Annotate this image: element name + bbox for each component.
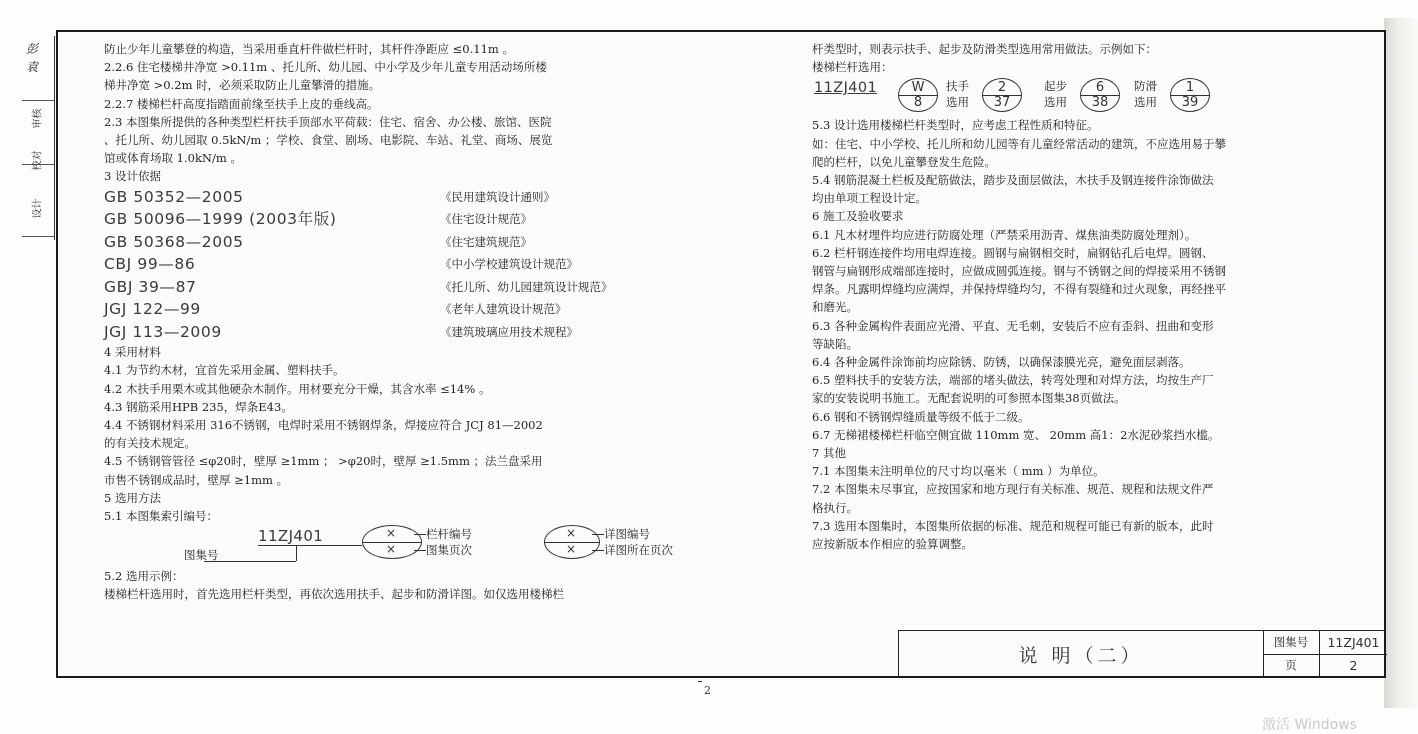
scan-page-edge bbox=[1384, 18, 1418, 708]
text-line: 梯井净宽 >0.2m 时，必须采取防止儿童攀滑的措施。 bbox=[104, 78, 381, 93]
standard-code: GBJ 39—87 bbox=[104, 277, 197, 296]
text-line: 爬的栏杆，以免儿童攀登发生危险。 bbox=[812, 154, 996, 169]
text-line: 7.3 选用本图集时，本图集所依据的标准、规范和规程可能已有新的版本，此时 bbox=[812, 518, 1214, 533]
text-line: 应按新版本作相应的验算调整。 bbox=[812, 537, 973, 552]
page-row bbox=[1263, 654, 1387, 677]
section-heading: 5 选用方法 bbox=[104, 490, 161, 505]
text-line: 的有关技术规定。 bbox=[104, 436, 196, 451]
gutter-divider bbox=[22, 100, 54, 101]
page-label: 页 bbox=[1263, 654, 1320, 677]
gutter-signature: 彭 bbox=[26, 42, 39, 56]
text-line: 馆或体育场取 1.0kN/m 。 bbox=[104, 151, 242, 166]
gutter-label-review: 审核 bbox=[32, 108, 44, 129]
text-line: 杆类型时，则表示扶手、起步及防滑类型选用常用做法。示例如下： bbox=[812, 42, 1157, 56]
circle-top: 2 bbox=[997, 80, 1007, 96]
standard-code: GB 50096—1999 (2003年版) bbox=[104, 210, 337, 229]
text-line: 5.1 本图集索引编号： bbox=[104, 508, 218, 523]
text-line: 4.3 钢筋采用HPB 235，焊条E43。 bbox=[104, 399, 293, 414]
standard-code: GB 50368—2005 bbox=[104, 232, 244, 251]
standard-row bbox=[104, 186, 724, 209]
title-block bbox=[898, 630, 1386, 678]
gutter-label-check: 校对 bbox=[32, 150, 44, 171]
standard-row bbox=[104, 208, 724, 231]
gutter-signature: 袁 bbox=[26, 60, 39, 74]
text-line: 家的安装说明书施工。无配套说明的可参照本图集38页做法。 bbox=[812, 391, 1126, 406]
circle-bottom: 8 bbox=[913, 95, 923, 111]
standard-code: JGJ 113—2009 bbox=[104, 322, 222, 341]
standard-row bbox=[104, 231, 724, 254]
start-circle bbox=[1080, 78, 1120, 112]
circle-top: W bbox=[911, 80, 925, 96]
text-line: 6.5 塑料扶手的安装方法，端部的堵头做法，转弯处理和对焊方法，均按生产厂 bbox=[812, 373, 1214, 388]
gutter-divider bbox=[22, 236, 54, 237]
leader-line bbox=[592, 534, 604, 535]
label-detail-page: 详图所在页次 bbox=[604, 543, 673, 558]
page-value: 2 bbox=[1349, 658, 1358, 673]
text-line: 市售不锈钢成品时，壁厚 ≥1mm 。 bbox=[104, 472, 289, 487]
circle-bottom: 38 bbox=[1091, 95, 1109, 111]
leader-line bbox=[414, 550, 426, 551]
text-line: 6.4 各种金属件涂饰前均应除锈、防锈，以确保漆膜光亮，避免面层剥落。 bbox=[812, 355, 1191, 370]
text-line: 楼梯栏杆选用： bbox=[812, 60, 893, 75]
text-line: 5.3 设计选用楼梯栏杆类型时，应考虑工程性质和特征。 bbox=[812, 118, 1099, 133]
label-antislip: 防滑 bbox=[1134, 79, 1157, 94]
text-line: 4.1 为节约木材，宜首先采用金属、塑料扶手。 bbox=[104, 363, 345, 378]
right-column bbox=[812, 40, 1372, 553]
page-number: 2 bbox=[704, 684, 711, 697]
cross-mark: × bbox=[566, 542, 577, 557]
text-line: 2.2.7 楼梯栏杆高度指踏面前缘至扶手上皮的垂线高。 bbox=[104, 96, 379, 111]
atlas-value: 11ZJ401 bbox=[1327, 635, 1380, 650]
text-line: 如：住宅、中小学校、托儿所和幼儿园等有儿童经常活动的建筑，不应选用易于攀 bbox=[812, 136, 1226, 151]
label-detail-no: 详图编号 bbox=[604, 527, 650, 542]
label-select: 选用 bbox=[1044, 95, 1067, 110]
atlas-code: 11ZJ401 bbox=[258, 527, 324, 546]
text-line: 楼梯栏杆选用时，首先选用栏杆类型，再依次选用扶手、起步和防滑详图。如仅选用楼梯栏 bbox=[104, 587, 564, 602]
section-heading: 6 施工及验收要求 bbox=[812, 209, 904, 224]
text-line: 6.2 栏杆钢连接件均用电焊连接。圆钢与扁钢相交时，扁钢钻孔后电焊。圆钢、 bbox=[812, 245, 1214, 260]
label-start: 起步 bbox=[1044, 79, 1067, 94]
standard-title: 《建筑玻璃应用技术规程》 bbox=[440, 324, 578, 339]
standard-row bbox=[104, 298, 724, 321]
text-line: 格执行。 bbox=[812, 500, 858, 515]
activation-watermark: 激活 Windows bbox=[1262, 717, 1357, 733]
standard-row bbox=[104, 253, 724, 276]
cross-mark: × bbox=[386, 526, 397, 541]
antislip-circle bbox=[1170, 78, 1210, 112]
label-select: 选用 bbox=[946, 95, 969, 110]
selection-example bbox=[812, 76, 1372, 116]
cross-mark: × bbox=[566, 526, 577, 541]
text-line: 等缺陷。 bbox=[812, 336, 858, 351]
leader-line bbox=[414, 534, 426, 535]
standard-title: 《中小学校建筑设计规范》 bbox=[440, 257, 578, 272]
label-atlas-page: 图集页次 bbox=[426, 543, 472, 558]
circle-top: 1 bbox=[1185, 80, 1195, 96]
section-heading: 7 其他 bbox=[812, 446, 846, 461]
standard-code: CBJ 99—86 bbox=[104, 255, 196, 274]
text-line: 4.2 木扶手用栗木或其他硬杂木制作。用材要充分干燥，其含水率 ≤14% 。 bbox=[104, 381, 491, 396]
text-line: 2.3 本图集所提供的各种类型栏杆扶手顶部水平荷载：住宅、宿舍、办公楼、旅馆、医院 bbox=[104, 114, 552, 129]
handrail-circle bbox=[982, 78, 1022, 112]
standard-code: JGJ 122—99 bbox=[104, 300, 201, 319]
leader-line bbox=[296, 545, 297, 561]
standard-code: GB 50352—2005 bbox=[104, 187, 244, 206]
label-atlas-no: 图集号 bbox=[184, 548, 219, 563]
section-heading: 4 采用材料 bbox=[104, 345, 161, 360]
standards-list bbox=[104, 186, 724, 344]
standard-title: 《民用建筑设计通则》 bbox=[440, 189, 555, 204]
label-handrail: 扶手 bbox=[946, 79, 969, 94]
text-line: 7.1 本图集未注明单位的尺寸均以毫米（ mm ）为单位。 bbox=[812, 464, 1105, 479]
standard-row bbox=[104, 321, 724, 344]
text-line: 防止少年儿童攀登的构造，当采用垂直杆件做栏杆时，其杆件净距应 ≤0.11m 。 bbox=[104, 42, 514, 56]
text-line: 6.3 各种金属构件表面应光滑、平直、无毛刺，安装后不应有歪斜、扭曲和变形 bbox=[812, 318, 1214, 333]
text-line: 均由单项工程设计定。 bbox=[812, 191, 927, 206]
text-line: 6.6 钢和不锈钢焊缝质量等级不低于二级。 bbox=[812, 409, 1030, 424]
text-line: 钢管与扁钢形成端部连接时，应做成圆弧连接。钢与不锈钢之间的焊接采用不锈钢 bbox=[812, 264, 1226, 279]
text-line: 4.4 不锈钢材料采用 316不锈钢，电焊时采用不锈钢焊条，焊接应符合 JCJ 81—2002 bbox=[104, 417, 543, 432]
standard-row bbox=[104, 276, 724, 299]
atlas-label: 图集号 bbox=[1263, 631, 1320, 654]
text-line: 4.5 不锈钢管管径 ≤φ20时，壁厚 ≥1mm ； >φ20时，壁厚 ≥1.5mm ；法兰盘采用 bbox=[104, 454, 543, 469]
cross-mark: × bbox=[386, 542, 397, 557]
text-line: 焊条。凡露明焊缝均应满焊，并保持焊缝均匀，不得有裂缝和过火现象，再经挫平 bbox=[812, 282, 1226, 297]
text-line: 2.2.6 住宅楼梯井净宽 >0.11m 、托儿所、幼儿园、中小学及少年儿童专用活动场所楼 bbox=[104, 60, 547, 75]
label-select: 选用 bbox=[1134, 95, 1157, 110]
text-line: 和磨光。 bbox=[812, 300, 858, 315]
left-column bbox=[104, 40, 724, 604]
standard-title: 《托儿所、幼儿园建筑设计规范》 bbox=[440, 279, 613, 294]
index-number-diagram bbox=[104, 525, 724, 567]
circle-top: 6 bbox=[1095, 80, 1105, 96]
section-heading: 3 设计依据 bbox=[104, 169, 161, 184]
leader-line bbox=[592, 550, 604, 551]
gutter-label-design: 设计 bbox=[32, 198, 44, 219]
standard-title: 《住宅设计规范》 bbox=[440, 212, 532, 227]
standard-title: 《老年人建筑设计规范》 bbox=[440, 302, 567, 317]
text-line: 5.2 选用示例： bbox=[104, 569, 184, 584]
circle-bottom: 37 bbox=[993, 95, 1011, 111]
text-line: 7.2 本图集未尽事宜，应按国家和地方现行有关标准、规范、规程和法规文件严 bbox=[812, 482, 1214, 497]
text-line: 、托儿所、幼儿园取 0.5kN/m ；学校、食堂、剧场、电影院、车站、礼堂、商场、展览 bbox=[104, 133, 553, 148]
text-line: 6.1 凡木材埋件均应进行防腐处理（严禁采用沥青、煤焦油类防腐处理剂）。 bbox=[812, 227, 1197, 242]
text-line: 5.4 钢筋混凝土栏板及配筋做法，踏步及面层做法，木扶手及钢连接件涂饰做法 bbox=[812, 173, 1214, 188]
sheet-title: 说 明（二） bbox=[899, 631, 1264, 677]
label-railing-no: 栏杆编号 bbox=[426, 527, 472, 542]
text-line: 6.7 无梯裙楼梯栏杆临空侧宜做 110mm 宽、 20mm 高1：2水泥砂浆挡水槛。 bbox=[812, 427, 1220, 442]
underline bbox=[258, 545, 362, 546]
example-atlas-code: 11ZJ401 bbox=[814, 80, 878, 97]
circle-bottom: 39 bbox=[1181, 95, 1199, 111]
railing-type-circle bbox=[898, 78, 938, 112]
atlas-row bbox=[1263, 631, 1387, 655]
standard-title: 《住宅建筑规范》 bbox=[440, 234, 532, 249]
